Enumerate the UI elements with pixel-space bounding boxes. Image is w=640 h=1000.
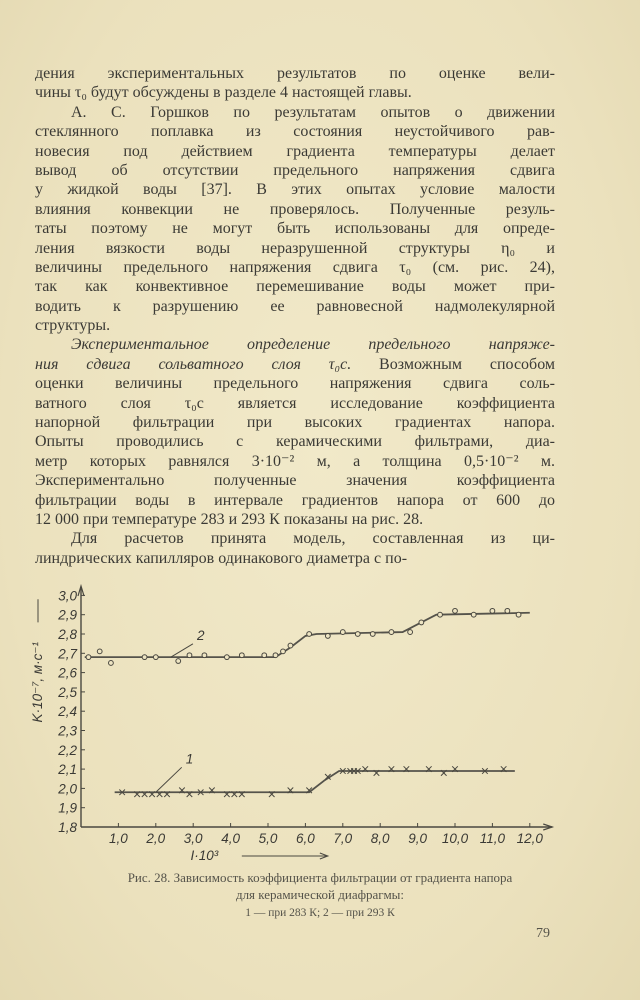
text-line: вывод об отсутствии предельного напряжения сдвига xyxy=(35,161,555,179)
text-line: напорной фильтрации при высоких градиентах напора. xyxy=(35,414,555,432)
y-tick-label: 2,6 xyxy=(58,665,77,681)
data-point-circle xyxy=(340,630,345,635)
data-point-circle xyxy=(176,659,181,664)
series-2 xyxy=(85,608,530,665)
y-tick-label: 2,2 xyxy=(58,742,77,758)
data-point-circle xyxy=(202,653,207,658)
text-line: Для расчетов принята модель, составленная из ци- xyxy=(71,530,555,548)
x-tick-label: 11,0 xyxy=(479,831,506,846)
data-point-circle xyxy=(505,608,510,613)
text-line: новесия под действием градиента температуры делает xyxy=(35,142,555,160)
data-point-circle xyxy=(370,632,375,637)
y-tick-label: 2,0 xyxy=(58,781,77,797)
data-point-circle xyxy=(142,655,147,660)
data-point-circle xyxy=(355,632,360,637)
data-point-circle xyxy=(86,655,91,660)
data-point-circle xyxy=(408,630,413,635)
x-tick-label: 8,0 xyxy=(370,831,390,846)
data-point-circle xyxy=(109,661,114,666)
text-line: 12 000 при температуре 283 и 293 К показаны на рис. 28. xyxy=(35,510,424,528)
x-tick-label: 10,0 xyxy=(441,831,469,846)
text-line: дения экспериментальных результатов по оценке вели- xyxy=(35,65,555,82)
y-tick-label: 2,9 xyxy=(58,607,77,623)
x-tick-label: 4,0 xyxy=(221,831,240,846)
x-tick-label: 7,0 xyxy=(333,831,353,846)
y-tick-label: 2,8 xyxy=(58,627,77,642)
text-line: ватного слоя τ₀с является исследование коэффициента xyxy=(35,394,555,412)
text-line: фильтрации воды в интервале градиентов напора от 600 до xyxy=(35,491,555,509)
data-point-circle xyxy=(419,620,424,625)
text-line: так как конвективное перемешивание воды может при- xyxy=(35,278,555,296)
figure-legend: 1 — при 283 К; 2 — при 293 К xyxy=(245,907,395,919)
data-point-circle xyxy=(239,653,244,658)
data-point-circle xyxy=(453,608,458,613)
data-point-circle xyxy=(273,653,278,658)
y-axis-label: K·10⁻⁷, м·с⁻¹ xyxy=(30,642,45,723)
y-tick-label: 2,7 xyxy=(58,646,77,662)
text-line: у жидкой воды [37]. В этих опытах условие малости xyxy=(35,181,555,199)
text-line: водить к разрушению ее равновесной надмолекулярной xyxy=(35,297,555,315)
section-heading: Экспериментальное определение предельного напряже- xyxy=(71,336,555,354)
text-line: Опыты проводились с керамическими фильтрами, диа- xyxy=(35,433,555,451)
page-number: 79 xyxy=(536,926,550,941)
curve-label: 2 xyxy=(196,627,205,643)
data-point-circle xyxy=(471,612,476,617)
x-tick-label: 5,0 xyxy=(258,831,278,846)
y-tick-label: 2,5 xyxy=(58,684,77,700)
data-point-circle xyxy=(281,649,286,654)
text-line: оценки величины предельного напряжения сдвига соль- xyxy=(35,375,555,393)
text-line: линдрических капилляров одинакового диаметра с по- xyxy=(35,549,408,567)
text-line: метр которых равнялся 3·10⁻² м, а толщина 0,5·10⁻² м. xyxy=(35,452,555,470)
data-point-circle xyxy=(307,632,312,637)
text-line xyxy=(35,355,555,374)
text-line: таты поэтому не могут быть использованы для опреде- xyxy=(35,220,555,238)
y-tick-label: 1,9 xyxy=(58,800,77,816)
text-line: ления вязкости воды неразрушенной структуры η₀ и xyxy=(35,239,555,257)
text-line: стеклянного поплавка из состояния неустойчивого рав- xyxy=(35,123,555,141)
text-line: Экспериментально полученные значения коэффициента xyxy=(35,472,555,490)
text-line: чины τ₀ будут обсуждены в разделе 4 настоящей главы. xyxy=(35,84,412,102)
y-tick-label: 1,8 xyxy=(58,820,77,835)
data-point-circle xyxy=(389,630,394,635)
data-point-circle xyxy=(325,634,330,639)
x-tick-label: 9,0 xyxy=(408,831,427,846)
x-tick-label: 12,0 xyxy=(516,831,543,846)
data-point-circle xyxy=(187,653,192,658)
data-point-circle xyxy=(288,643,293,648)
x-tick-label: 3,0 xyxy=(183,831,203,846)
y-tick-label: 3,0 xyxy=(58,588,77,604)
y-tick-label: 2,3 xyxy=(58,723,77,739)
figure-28-chart xyxy=(0,580,640,870)
data-point-circle xyxy=(516,612,521,617)
x-axis-label: I·10³ xyxy=(190,848,219,863)
data-point-circle xyxy=(490,608,495,613)
figure-caption-line1: Рис. 28. Зависимость коэффициента фильтрации от градиента напора xyxy=(127,870,513,885)
data-point-circle xyxy=(262,653,267,658)
data-point-circle xyxy=(224,655,229,660)
text-line: А. С. Горшков по результатам опытов о движении xyxy=(71,103,555,121)
x-tick-label: 6,0 xyxy=(296,831,315,846)
section-heading-end: ния сдвига сольватного слоя τ₀с. xyxy=(35,355,352,373)
curve-label: 1 xyxy=(185,751,194,767)
body-text xyxy=(35,64,555,568)
text-line: структуры. xyxy=(35,317,111,335)
curve-label-leader xyxy=(156,767,182,792)
text-line: величины предельного напряжения сдвига τ₀ (см. рис. 24), xyxy=(35,258,555,276)
y-tick-label: 2,4 xyxy=(58,704,77,720)
y-tick-label: 2,1 xyxy=(58,762,77,778)
text-line: влияния конвекции не проверялось. Полученные резуль- xyxy=(35,200,555,218)
data-point-circle xyxy=(153,655,158,660)
text-fragment: Возможным способом xyxy=(379,355,555,373)
figure-caption-line2: для керамической диафрагмы: xyxy=(235,887,405,902)
data-point-circle xyxy=(97,649,102,654)
x-tick-label: 1,0 xyxy=(109,831,128,846)
series-1 xyxy=(115,766,515,797)
data-point-circle xyxy=(438,612,443,617)
section-heading-line xyxy=(35,335,555,354)
x-tick-label: 2,0 xyxy=(146,831,166,846)
